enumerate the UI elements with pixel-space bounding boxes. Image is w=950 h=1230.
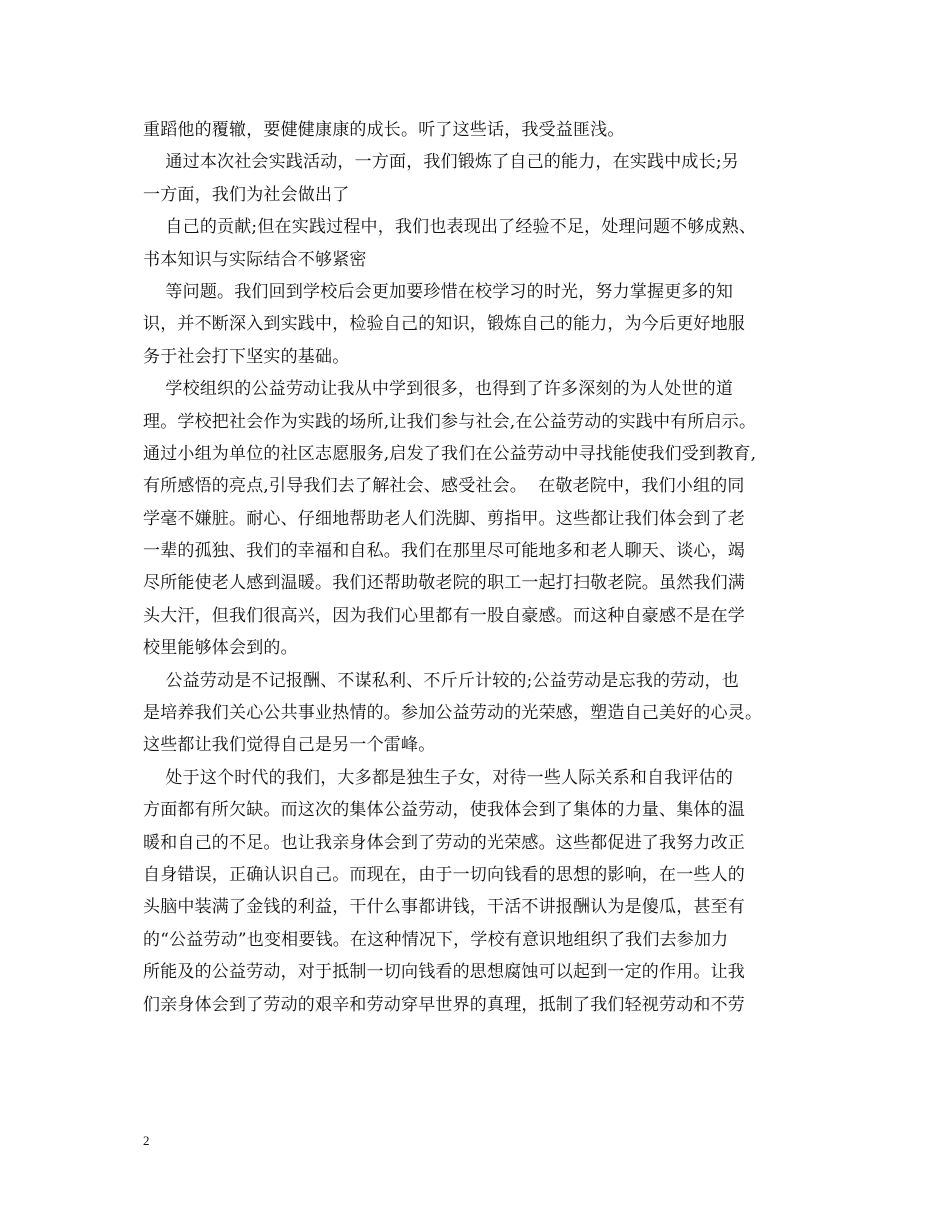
text-line: 头脑中装满了金钱的利益，干什么事都讲钱，干活不讲报酬认为是傻瓜，甚至有 <box>143 897 745 918</box>
text-line: 务于社会打下坚实的基础。 <box>143 346 350 367</box>
text-line: 学毫不嫌脏。耐心、仔细地帮助老人们洗脚、剪指甲。这些都让我们体会到了老 <box>143 508 745 529</box>
text-line: 们亲身体会到了劳动的艰辛和劳动穿早世界的真理，抵制了我们轻视劳动和不劳 <box>143 994 745 1015</box>
text-line: 一方面，我们为社会做出了 <box>143 184 350 205</box>
text-line: 暖和自己的不足。也让我亲身体会到了劳动的光荣感。这些都促进了我努力改正 <box>143 832 745 853</box>
text-line: 等问题。我们回到学校后会更加要珍惜在校学习的时光，努力掌握更多的知 <box>143 281 734 302</box>
text-line: 校里能够体会到的。 <box>143 638 298 659</box>
text-line: 所能及的公益劳动，对于抵制一切向钱看的思想腐蚀可以起到一定的作用。让我 <box>143 962 745 983</box>
text-line: 头大汗，但我们很高兴，因为我们心里都有一股自豪感。而这种自豪感不是在学 <box>143 605 745 626</box>
text-line: 方面都有所欠缺。而这次的集体公益劳动，使我体会到了集体的力量、集体的温 <box>143 800 745 821</box>
text-line: 学校组织的公益劳动让我从中学到很多，也得到了许多深刻的为人处世的道 <box>143 379 734 400</box>
text-line: 识，并不断深入到实践中，检验自己的知识，锻炼自己的能力，为今后更好地服 <box>143 314 745 335</box>
text-line: 的“公益劳动”也变相要钱。在这种情况下，学校有意识地组织了我们去参加力 <box>143 929 729 950</box>
text-line: 是培养我们关心公共事业热情的。参加公益劳动的光荣感，塑造自己美好的心灵。 <box>143 703 763 724</box>
text-line: 重蹈他的覆辙，要健健康康的成长。听了这些话，我受益匪浅。 <box>143 120 625 140</box>
text-line: 尽所能使老人感到温暖。我们还帮助敬老院的职工一起打扫敬老院。虽然我们满 <box>143 573 745 594</box>
page-number: 2 <box>143 1133 150 1148</box>
text-line: 通过本次社会实践活动，一方面，我们锻炼了自己的能力，在实践中成长;另 <box>143 152 739 173</box>
text-line: 有所感悟的亮点,引导我们去了解社会、感受社会。 在敬老院中，我们小组的同 <box>143 476 745 497</box>
text-line: 处于这个时代的我们，大多都是独生子女，对待一些人际关系和自我评估的 <box>143 767 734 788</box>
text-line: 通过小组为单位的社区志愿服务,启发了我们在公益劳动中寻找能使我们受到教育, <box>143 443 757 464</box>
text-line: 自身错误，正确认识自己。而现在，由于一切向钱看的思想的影响，在一些人的 <box>143 864 745 885</box>
text-line: 一辈的孤独、我们的幸福和自私。我们在那里尽可能地多和老人聊天、谈心，竭 <box>143 541 745 562</box>
text-line: 理。学校把社会作为实践的场所,让我们参与社会,在公益劳动的实践中有所启示。 <box>143 411 757 432</box>
text-line: 公益劳动是不记报酬、不谋私利、不斤斤计较的;公益劳动是忘我的劳动，也 <box>143 670 739 691</box>
body-text <box>143 114 815 1021</box>
text-line: 这些都让我们觉得自己是另一个雷峰。 <box>143 735 436 756</box>
text-line: 自己的贡献;但在实践过程中，我们也表现出了经验不足，处理问题不够成熟、 <box>143 217 757 238</box>
text-line: 书本知识与实际结合不够紧密 <box>143 249 367 270</box>
